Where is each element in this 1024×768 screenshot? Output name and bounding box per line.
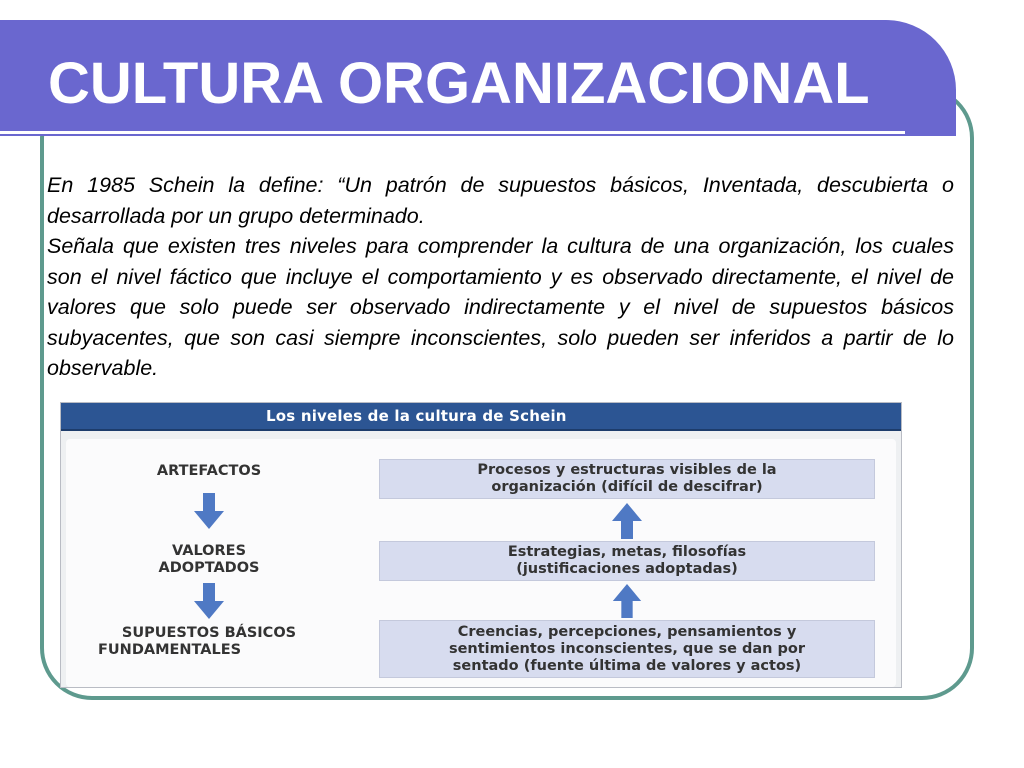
level-valores-adoptados bbox=[144, 543, 274, 577]
description-line: Creencias, percepciones, pensamientos y bbox=[457, 623, 797, 640]
description-box-valores bbox=[379, 541, 875, 581]
figure-body bbox=[66, 439, 896, 687]
schein-levels-figure bbox=[60, 402, 902, 688]
description-line: (justificaciones adoptadas) bbox=[516, 561, 738, 577]
body-text bbox=[47, 170, 954, 384]
arrow-up-icon bbox=[612, 584, 642, 618]
level-artefactos bbox=[144, 463, 274, 480]
description-line: Estrategias, metas, filosofías bbox=[507, 544, 747, 560]
arrow-down-icon bbox=[194, 493, 224, 529]
arrow-down-icon bbox=[194, 583, 224, 619]
description-line: Procesos y estructuras visibles de la bbox=[477, 462, 777, 478]
paragraph-levels: Señala que existen tres niveles para comprender la cultura de una organización, los cuales son el nivel fáctico que incluye el comportamiento y es observado directamente, el nivel de valores que solo puede ser observado indirectamente y el nivel de supuestos básicos subyacentes, que son casi siempre inconscientes, solo pueden ser inferidos a partir de lo observable. bbox=[47, 234, 954, 380]
level-label: VALORES bbox=[171, 543, 247, 559]
description-box-artefactos bbox=[379, 459, 875, 499]
paragraph-definition: En 1985 Schein la define: “Un patrón de supuestos básicos, Inventada, descubierta o desarrollada por un grupo determinado. bbox=[47, 173, 954, 228]
figure-title: Los niveles de la cultura de Schein bbox=[266, 407, 567, 425]
title-underline bbox=[0, 131, 905, 134]
slide-title: CULTURA ORGANIZACIONAL bbox=[48, 51, 870, 116]
level-label: SUPUESTOS BÁSICOS bbox=[121, 625, 297, 641]
figure-header bbox=[61, 403, 901, 431]
description-line: sentado (fuente última de valores y actos) bbox=[452, 657, 802, 674]
level-label: ADOPTADOS bbox=[158, 560, 260, 576]
level-label: ARTEFACTOS bbox=[156, 463, 262, 479]
arrow-up-icon bbox=[612, 503, 642, 539]
description-box-supuestos bbox=[379, 620, 875, 678]
level-supuestos-basicos bbox=[84, 625, 334, 659]
level-label: FUNDAMENTALES bbox=[98, 642, 242, 658]
description-line: sentimientos inconscientes, que se dan por bbox=[448, 640, 806, 657]
description-line: organización (difícil de descifrar) bbox=[491, 479, 763, 495]
